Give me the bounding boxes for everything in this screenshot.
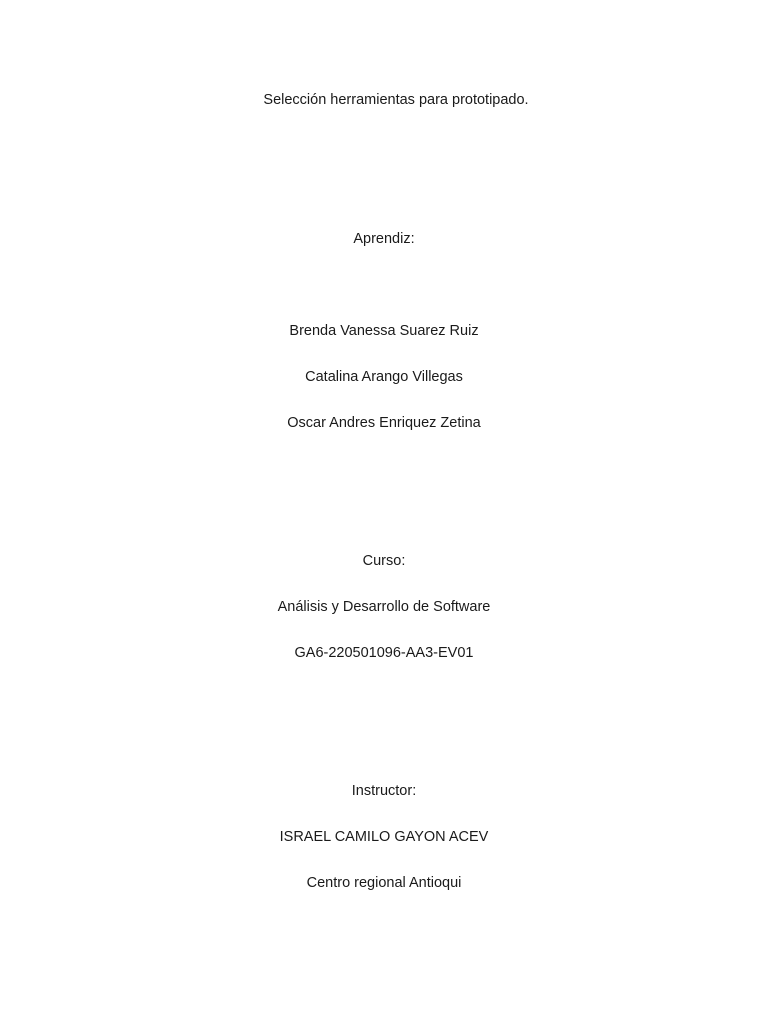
course-name: Análisis y Desarrollo de Software: [277, 599, 491, 615]
student-name: Oscar Andres Enriquez Zetina: [287, 415, 481, 431]
instructor-label: Instructor:: [351, 783, 417, 799]
course-code: GA6-220501096-AA3-EV01: [294, 645, 474, 661]
student-name: Brenda Vanessa Suarez Ruiz: [289, 323, 479, 339]
regional-center: Centro regional Antioqui: [306, 875, 462, 891]
curso-label: Curso:: [362, 553, 406, 569]
document-title: Selección herramientas para prototipado.: [263, 92, 529, 108]
instructor-name: ISRAEL CAMILO GAYON ACEV: [279, 829, 489, 845]
student-name: Catalina Arango Villegas: [305, 369, 463, 385]
aprendiz-label: Aprendiz:: [353, 231, 415, 247]
